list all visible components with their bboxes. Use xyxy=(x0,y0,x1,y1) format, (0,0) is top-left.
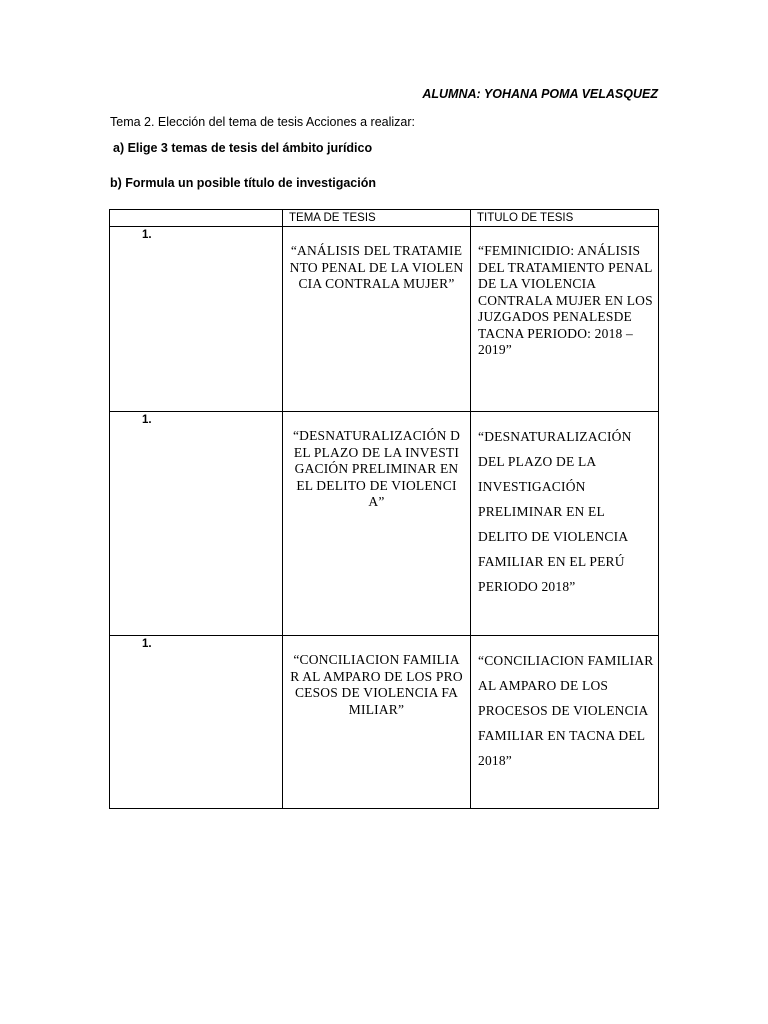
thesis-title: “DESNATURALIZACIÓN DEL PLAZO DE LA INVESTIGACIÓN PRELIMINAR EN EL DELITO DE VIOLENCIA FAMILIAR EN EL PERÚ PERIODO 2018” xyxy=(478,429,632,594)
instruction-a: a) Elige 3 temas de tesis del ámbito jurídico xyxy=(113,141,373,155)
title-cell xyxy=(471,636,659,809)
table-row xyxy=(110,636,659,809)
thesis-topic: “DESNATURALIZACIÓN DEL PLAZO DE LA INVESTIGACIÓN PRELIMINAR EN EL DELITO DE VIOLENCIA” xyxy=(292,428,461,509)
topic-cell xyxy=(283,636,471,809)
thesis-topic: “ANÁLISIS DEL TRATAMIENTO PENAL DE LA VIOLENCIA CONTRALA MUJER” xyxy=(289,243,464,291)
section-heading: Tema 2. Elección del tema de tesis Acciones a realizar: xyxy=(110,115,416,129)
row-number-cell xyxy=(110,636,283,809)
table-row xyxy=(110,227,659,412)
header-empty xyxy=(110,210,283,227)
row-number: 1. xyxy=(142,229,152,241)
thesis-title: “CONCILIACION FAMILIAR AL AMPARO DE LOS PROCESOS DE VIOLENCIA FAMILIAR EN TACNA DEL 2018” xyxy=(478,653,654,768)
table-row xyxy=(110,412,659,636)
title-cell xyxy=(471,412,659,636)
title-cell xyxy=(471,227,659,412)
instruction-b: b) Formula un posible título de investigación xyxy=(110,176,376,190)
thesis-topic: “CONCILIACION FAMILIAR AL AMPARO DE LOS PROCESOS DE VIOLENCIA FAMILIAR” xyxy=(290,652,463,717)
topic-cell xyxy=(283,227,471,412)
header-topic: TEMA DE TESIS xyxy=(283,210,471,227)
row-number-cell xyxy=(110,412,283,636)
row-number: 1. xyxy=(142,638,152,650)
thesis-table xyxy=(109,209,659,809)
table-header-row xyxy=(110,210,659,227)
row-number-cell xyxy=(110,227,283,412)
author-name: ALUMNA: YOHANA POMA VELASQUEZ xyxy=(422,87,658,101)
topic-cell xyxy=(283,412,471,636)
thesis-title: “FEMINICIDIO: ANÁLISIS DEL TRATAMIENTO PENAL DE LA VIOLENCIA CONTRALA MUJER EN LOS JUZGADOS PENALESDE TACNA PERIODO: 2018 – 2019” xyxy=(478,243,653,357)
header-title: TITULO DE TESIS xyxy=(471,210,659,227)
row-number: 1. xyxy=(142,414,152,426)
